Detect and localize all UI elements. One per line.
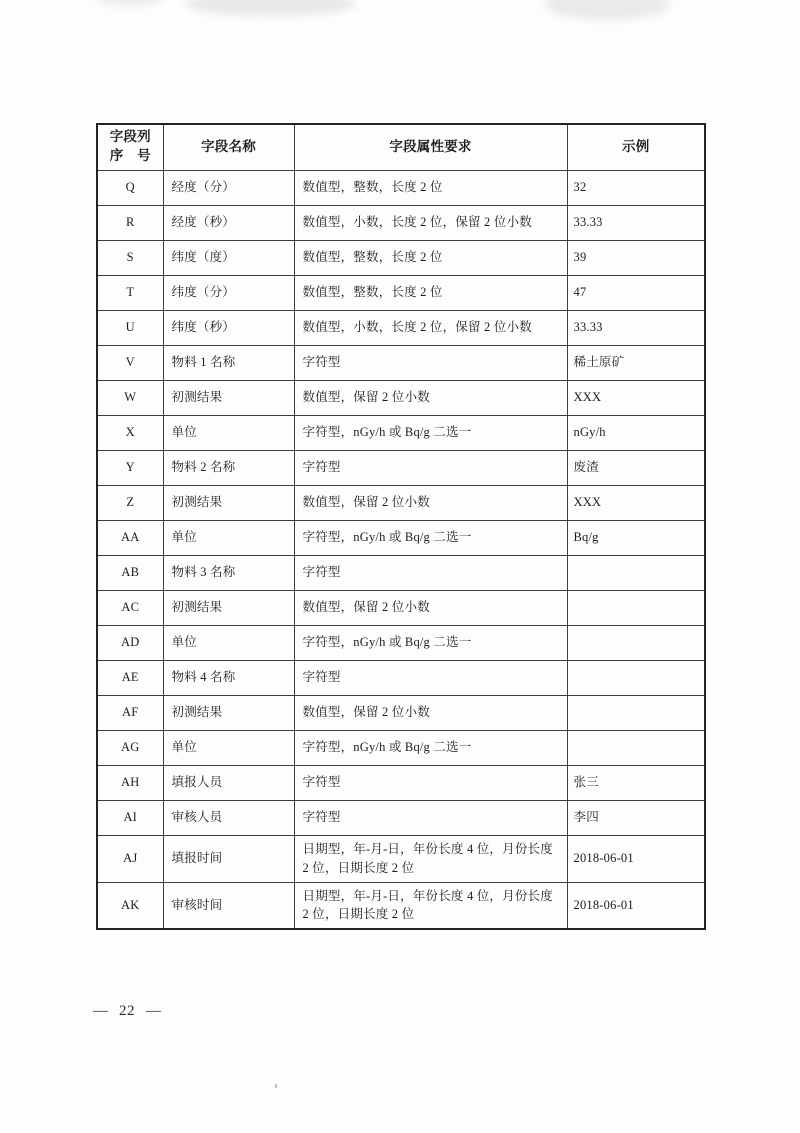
cell-example: 废渣	[567, 450, 705, 485]
cell-example: 47	[567, 275, 705, 310]
cell-field-name: 填报人员	[163, 765, 294, 800]
cell-field-name: 物料 3 名称	[163, 555, 294, 590]
cell-attribute-requirement: 字符型	[294, 660, 567, 695]
cell-sequence: AD	[97, 625, 163, 660]
table-row	[97, 485, 705, 520]
cell-sequence: AJ	[97, 835, 163, 882]
table-row	[97, 765, 705, 800]
cell-attribute-requirement: 字符型	[294, 345, 567, 380]
cell-example	[567, 590, 705, 625]
scan-smudge	[545, 0, 670, 20]
cell-sequence: AC	[97, 590, 163, 625]
col-header-sequence	[97, 124, 163, 170]
table-row	[97, 730, 705, 765]
cell-field-name: 单位	[163, 520, 294, 555]
cell-example: 张三	[567, 765, 705, 800]
cell-attribute-requirement: 数值型，保留 2 位小数	[294, 590, 567, 625]
cell-field-name: 经度（秒）	[163, 205, 294, 240]
table-row	[97, 555, 705, 590]
cell-field-name: 初测结果	[163, 695, 294, 730]
cell-attribute-requirement: 字符型	[294, 450, 567, 485]
table-row	[97, 800, 705, 835]
cell-attribute-requirement: 数值型，整数，长度 2 位	[294, 275, 567, 310]
cell-sequence: AG	[97, 730, 163, 765]
cell-attribute-requirement: 字符型	[294, 765, 567, 800]
table-row	[97, 835, 705, 882]
cell-example	[567, 660, 705, 695]
table-row	[97, 275, 705, 310]
col-header-attribute-requirement: 字段属性要求	[294, 124, 567, 170]
cell-field-name: 审核人员	[163, 800, 294, 835]
cell-field-name: 初测结果	[163, 380, 294, 415]
cell-sequence: Z	[97, 485, 163, 520]
page-number-right-dash: —	[146, 1003, 161, 1019]
cell-attribute-requirement: 数值型，保留 2 位小数	[294, 380, 567, 415]
cell-attribute-requirement: 数值型，小数，长度 2 位，保留 2 位小数	[294, 310, 567, 345]
table-row	[97, 170, 705, 205]
cell-sequence: AE	[97, 660, 163, 695]
cell-sequence: AH	[97, 765, 163, 800]
cell-sequence: R	[97, 205, 163, 240]
cell-sequence: X	[97, 415, 163, 450]
cell-field-name: 纬度（度）	[163, 240, 294, 275]
cell-sequence: V	[97, 345, 163, 380]
table-row	[97, 520, 705, 555]
table-body	[97, 170, 705, 929]
cell-sequence: AA	[97, 520, 163, 555]
cell-example	[567, 625, 705, 660]
cell-attribute-requirement: 字符型	[294, 800, 567, 835]
col-header-field-name: 字段名称	[163, 124, 294, 170]
cell-example: nGy/h	[567, 415, 705, 450]
col-header-sequence-line1: 字段列	[109, 129, 151, 145]
table-row	[97, 345, 705, 380]
cell-example: 39	[567, 240, 705, 275]
cell-attribute-requirement: 数值型，保留 2 位小数	[294, 695, 567, 730]
cell-attribute-requirement: 数值型，整数，长度 2 位	[294, 240, 567, 275]
cell-sequence: Y	[97, 450, 163, 485]
cell-field-name: 纬度（分）	[163, 275, 294, 310]
cell-example: 稀土原矿	[567, 345, 705, 380]
cell-field-name: 物料 4 名称	[163, 660, 294, 695]
page-number	[93, 1003, 161, 1020]
table-row	[97, 882, 705, 929]
cell-sequence: S	[97, 240, 163, 275]
field-spec-table	[96, 123, 706, 930]
cell-example: Bq/g	[567, 520, 705, 555]
table-row	[97, 415, 705, 450]
col-header-example: 示例	[567, 124, 705, 170]
page-number-left-dash: —	[93, 1003, 108, 1019]
cell-attribute-requirement: 数值型，小数，长度 2 位，保留 2 位小数	[294, 205, 567, 240]
cell-sequence: AI	[97, 800, 163, 835]
table-header-row	[97, 124, 705, 170]
scan-smudge	[95, 0, 165, 6]
cell-field-name: 填报时间	[163, 835, 294, 882]
cell-example	[567, 730, 705, 765]
cell-example: 33.33	[567, 310, 705, 345]
cell-attribute-requirement: 字符型	[294, 555, 567, 590]
cell-example: 李四	[567, 800, 705, 835]
cell-example: 2018-06-01	[567, 835, 705, 882]
scan-speck	[275, 1084, 278, 1088]
cell-example: 32	[567, 170, 705, 205]
cell-example	[567, 555, 705, 590]
cell-example: XXX	[567, 380, 705, 415]
cell-example: 33.33	[567, 205, 705, 240]
cell-attribute-requirement: 日期型，年-月-日，年份长度 4 位，月份长度 2 位，日期长度 2 位	[294, 882, 567, 929]
cell-field-name: 单位	[163, 415, 294, 450]
cell-field-name: 经度（分）	[163, 170, 294, 205]
cell-field-name: 初测结果	[163, 485, 294, 520]
scan-smudge	[185, 0, 355, 16]
table-row	[97, 310, 705, 345]
cell-field-name: 纬度（秒）	[163, 310, 294, 345]
cell-sequence: AB	[97, 555, 163, 590]
cell-attribute-requirement: 日期型，年-月-日，年份长度 4 位，月份长度 2 位，日期长度 2 位	[294, 835, 567, 882]
cell-example: 2018-06-01	[567, 882, 705, 929]
table-row	[97, 660, 705, 695]
cell-example	[567, 695, 705, 730]
table-row	[97, 625, 705, 660]
table-row	[97, 240, 705, 275]
cell-field-name: 单位	[163, 730, 294, 765]
cell-sequence: AF	[97, 695, 163, 730]
cell-attribute-requirement: 字符型，nGy/h 或 Bq/g 二选一	[294, 520, 567, 555]
table-row	[97, 695, 705, 730]
cell-sequence: AK	[97, 882, 163, 929]
cell-field-name: 物料 1 名称	[163, 345, 294, 380]
cell-attribute-requirement: 字符型，nGy/h 或 Bq/g 二选一	[294, 730, 567, 765]
cell-field-name: 单位	[163, 625, 294, 660]
page-number-value: 22	[119, 1003, 135, 1019]
cell-attribute-requirement: 字符型，nGy/h 或 Bq/g 二选一	[294, 415, 567, 450]
cell-sequence: T	[97, 275, 163, 310]
table-row	[97, 380, 705, 415]
table-row	[97, 590, 705, 625]
table-row	[97, 205, 705, 240]
cell-sequence: W	[97, 380, 163, 415]
cell-sequence: U	[97, 310, 163, 345]
cell-attribute-requirement: 数值型，整数，长度 2 位	[294, 170, 567, 205]
col-header-sequence-line2: 序 号	[109, 148, 151, 164]
table-row	[97, 450, 705, 485]
cell-example: XXX	[567, 485, 705, 520]
cell-field-name: 审核时间	[163, 882, 294, 929]
cell-attribute-requirement: 字符型，nGy/h 或 Bq/g 二选一	[294, 625, 567, 660]
cell-field-name: 物料 2 名称	[163, 450, 294, 485]
cell-sequence: Q	[97, 170, 163, 205]
cell-field-name: 初测结果	[163, 590, 294, 625]
cell-attribute-requirement: 数值型，保留 2 位小数	[294, 485, 567, 520]
